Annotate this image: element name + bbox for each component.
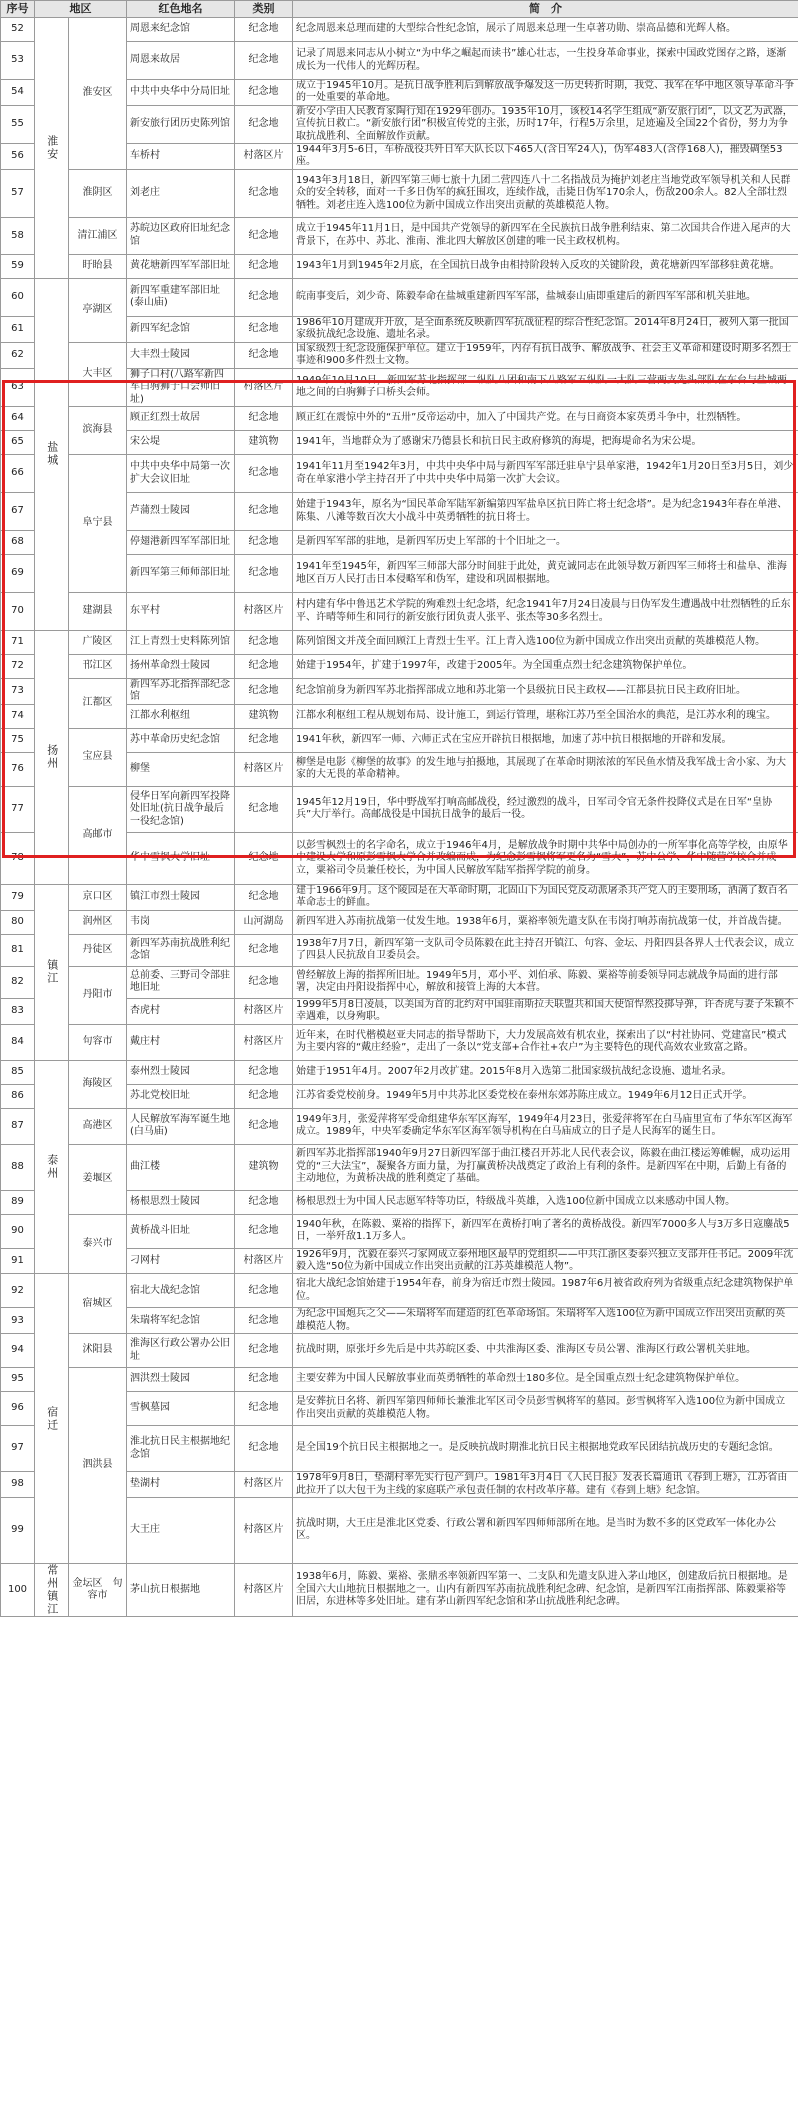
row-district: 沭阳县 (69, 1334, 127, 1368)
row-seq: 95 (1, 1368, 35, 1392)
table-row (1, 1108, 798, 1144)
row-seq: 67 (1, 493, 35, 531)
row-seq: 54 (1, 80, 35, 106)
table-row (1, 655, 798, 679)
row-category: 纪念地 (235, 1084, 293, 1108)
row-city: 常州镇江 (35, 1563, 69, 1616)
row-category: 建筑物 (235, 704, 293, 728)
row-description: 新四军苏北指挥部1940年9月27日新四军部于曲江楼召开苏北人民代表会议，陈毅在曲江楼运筹帷幄，成功运用党的“三大法宝”，凝聚各方面力量，为打赢黄桥决战奠定了政治上有利的条件。是新四军在中期，后勤上有备的主动地位，为黄桥决战的胜利奠定了基础。 (293, 1144, 798, 1190)
row-place-name: 泰州烈士陵园 (127, 1060, 235, 1084)
row-seq: 94 (1, 1334, 35, 1368)
row-seq: 59 (1, 254, 35, 278)
row-category: 纪念地 (235, 934, 293, 966)
row-description: 1978年9月8日，垫湖村率先实行包产到户。1981年3月4日《人民日报》发表长篇通讯《春到上塘》，江苏省由此拉开了以大包干为主线的家庭联产承包责任制的农村改革序幕。建有《春到上塘》纪念馆。 (293, 1472, 798, 1498)
row-description: 纪念馆前身为新四军苏北指挥部成立地和苏北第一个县级抗日民主政权——江都县抗日民主政府旧址。 (293, 679, 798, 705)
row-category: 村落区片 (235, 1472, 293, 1498)
row-category: 纪念地 (235, 1426, 293, 1472)
row-category: 纪念地 (235, 966, 293, 998)
row-place-name: 顾正红烈士故居 (127, 407, 235, 431)
table-row (1, 1334, 798, 1368)
row-category: 纪念地 (235, 254, 293, 278)
row-seq: 89 (1, 1190, 35, 1214)
row-description: 抗战时期，大王庄是淮北区党委、行政公署和新四军四师师部所在地。是当时为数不多的区党政军一体化办公区。 (293, 1497, 798, 1563)
row-seq: 70 (1, 593, 35, 631)
row-district: 京口区 (69, 884, 127, 910)
row-category: 纪念地 (235, 42, 293, 80)
row-district: 广陵区 (69, 631, 127, 655)
row-district: 江都区 (69, 679, 127, 729)
row-seq: 93 (1, 1308, 35, 1334)
row-category: 纪念地 (235, 884, 293, 910)
row-place-name: 新四军苏南抗战胜利纪念馆 (127, 934, 235, 966)
row-seq: 55 (1, 105, 35, 143)
row-place-name: 黄花塘新四军军部旧址 (127, 254, 235, 278)
row-district: 建湖县 (69, 593, 127, 631)
row-description: 国家级烈士纪念设施保护单位。建立于1959年，内存有抗日战争、解放战争、社会主义革命和建设时期多名烈士事迹和900多件烈士文物。 (293, 342, 798, 368)
row-seq: 63 (1, 368, 35, 406)
row-place-name: 茅山抗日根据地 (127, 1563, 235, 1616)
table-row (1, 254, 798, 278)
row-description: 新四军进入苏南抗战第一仗发生地。1938年6月，粟裕率领先遣支队在韦岗打响苏南抗战第一仗，并首战告捷。 (293, 910, 798, 934)
row-description: 始建于1943年，原名为“国民革命军陆军新编第四军盐阜区抗日阵亡将士纪念塔”。是为纪念1943年春在单港、陈集、八滩等数百次大小战斗中英勇牺牲的抗日将士。 (293, 493, 798, 531)
row-category: 纪念地 (235, 728, 293, 752)
row-place-name: 杨根思烈士陵园 (127, 1190, 235, 1214)
row-description: 顾正红在震惊中外的“五卅”反帝运动中，加入了中国共产党。在与日商资本家英勇斗争中，壮烈牺牲。 (293, 407, 798, 431)
row-description: 曾经解放上海的指挥所旧址。1949年5月，邓小平、刘伯承、陈毅、粟裕等前委领导同志就战争局面的进行部署，决定由丹阳设指挥中心，解放和接管上海的大本营。 (293, 966, 798, 998)
row-description: 抗战时期，原张圩乡先后是中共苏皖区委、中共淮海区委、淮海区专员公署、淮海区行政公署机关驻地。 (293, 1334, 798, 1368)
row-category: 纪念地 (235, 493, 293, 531)
row-category: 村落区片 (235, 998, 293, 1024)
row-district: 宝应县 (69, 728, 127, 786)
row-place-name: 狮子口村(八路军新四军白驹狮子口会师旧址) (127, 368, 235, 406)
table-row (1, 278, 798, 316)
row-district: 句容市 (69, 1024, 127, 1060)
table-row (1, 593, 798, 631)
table-row (1, 407, 798, 431)
row-place-name: 停翅港新四军军部旧址 (127, 531, 235, 555)
table-row (1, 217, 798, 254)
row-city: 镇江 (35, 884, 69, 1060)
row-place-name: 镇江市烈士陵园 (127, 884, 235, 910)
row-seq: 98 (1, 1472, 35, 1498)
row-seq: 60 (1, 278, 35, 316)
row-district: 姜堰区 (69, 1144, 127, 1214)
row-description: 是新四军军部的驻地，是新四军历史上军部的十个旧址之一。 (293, 531, 798, 555)
table-row (1, 1368, 798, 1392)
row-place-name: 中共中央华中局第一次扩大会议旧址 (127, 455, 235, 493)
table-row (1, 786, 798, 832)
row-place-name: 中共中央华中分局旧址 (127, 80, 235, 106)
row-category: 纪念地 (235, 1060, 293, 1084)
row-category: 纪念地 (235, 105, 293, 143)
row-description: 以彭雪枫烈士的名字命名，成立于1946年4月，是解放战争时期中共华中局创办的一所军事化高等学校，由原华中建设大学和原彭雪枫大学合并改编而成，为纪念彭雪枫将军更名为“雪大”，苏中公学、华中随营学校合并成立，粟裕司令员兼任校长，为中国人民解放军陆军指挥学院的前身。 (293, 832, 798, 884)
row-seq: 68 (1, 531, 35, 555)
row-category: 纪念地 (235, 631, 293, 655)
row-category: 纪念地 (235, 1190, 293, 1214)
row-seq: 84 (1, 1024, 35, 1060)
row-city: 盐城 (35, 278, 69, 630)
row-seq: 71 (1, 631, 35, 655)
row-category: 纪念地 (235, 1334, 293, 1368)
row-category: 村落区片 (235, 1497, 293, 1563)
row-seq: 77 (1, 786, 35, 832)
row-place-name: 新四军第三师师部旧址 (127, 555, 235, 593)
row-description: 1943年3月18日，新四军第三师七旅十九团二营四连八十二名指战员为掩护刘老庄当地党政军领导机关和人民群众的安全转移，面对一千多日伪军的疯狂围攻，连续作战，击毙日伪军170余人，伤敌200余人。82人全部壮烈牺牲。刘老庄连入选100位为新中国成立作出突出贡献的英雄模范人物。 (293, 169, 798, 217)
row-category: 纪念地 (235, 407, 293, 431)
table-row (1, 169, 798, 217)
row-place-name: 江都水利枢纽 (127, 704, 235, 728)
row-city: 宿迁 (35, 1274, 69, 1564)
row-category: 村落区片 (235, 752, 293, 786)
row-category: 纪念地 (235, 342, 293, 368)
table-row (1, 455, 798, 493)
row-description: 1949年3月，张爱萍将军受命组建华东军区海军，1949年4月23日，张爱萍将军在白马庙里宣布了华东军区海军成立。1989年，中央军委确定华东军区海军领导机构在白马庙成立的日子是人民海军的诞生日。 (293, 1108, 798, 1144)
table-row (1, 1274, 798, 1308)
row-description: 1940年秋，在陈毅、粟裕的指挥下，新四军在黄桥打响了著名的黄桥战役。新四军7000多人与3万多日寇鏖战5日，一举歼敌1.1万多人。 (293, 1214, 798, 1248)
row-seq: 74 (1, 704, 35, 728)
row-seq: 56 (1, 144, 35, 170)
row-district: 泗洪县 (69, 1368, 127, 1564)
row-district: 淮阴区 (69, 169, 127, 217)
row-category: 纪念地 (235, 786, 293, 832)
row-category: 建筑物 (235, 1144, 293, 1190)
row-description: 1999年5月8日凌晨，以美国为首的北约对中国驻南斯拉夫联盟共和国大使馆悍然投掷导弹，许杏虎与妻子朱颖不幸遇难，以身殉职。 (293, 998, 798, 1024)
row-description: 1938年6月，陈毅、粟裕、张鼎丞率领新四军第一、二支队和先遣支队进入茅山地区，创建敌后抗日根据地。是全国六大山地抗日根据地之一。山内有新四军苏南抗战胜利纪念碑、纪念馆，是新四军江南指挥部、陈毅粟裕等旧居，东进林等多处旧址。建有茅山新四军纪念馆和茅山抗战胜利纪念碑。 (293, 1563, 798, 1616)
row-seq: 75 (1, 728, 35, 752)
row-category: 纪念地 (235, 1274, 293, 1308)
row-seq: 52 (1, 18, 35, 42)
row-description: 杨根思烈士为中国人民志愿军特等功臣，特级战斗英雄，入选100位新中国成立以来感动中国人物。 (293, 1190, 798, 1214)
row-seq: 78 (1, 832, 35, 884)
row-seq: 86 (1, 1084, 35, 1108)
row-seq: 64 (1, 407, 35, 431)
table-row (1, 728, 798, 752)
row-category: 纪念地 (235, 316, 293, 342)
row-category: 纪念地 (235, 217, 293, 254)
row-seq: 66 (1, 455, 35, 493)
row-place-name: 韦岗 (127, 910, 235, 934)
row-seq: 83 (1, 998, 35, 1024)
row-description: 1941年秋，新四军一师、六师正式在宝应开辟抗日根据地，加速了苏中抗日根据地的开辟和发展。 (293, 728, 798, 752)
row-district: 亭湖区 (69, 278, 127, 342)
row-district: 金坛区 句容市 (69, 1563, 127, 1616)
row-description: 建于1966年9月。这个陵园是在大革命时期，北固山下为国民党反动派屠杀共产党人的主要刑场，洒满了数百名革命志士的鲜血。 (293, 884, 798, 910)
row-description: 主要安葬为中国人民解放事业而英勇牺牲的革命烈士180多位。是全国重点烈士纪念建筑物保护单位。 (293, 1368, 798, 1392)
row-seq: 96 (1, 1392, 35, 1426)
row-place-name: 新安旅行团历史陈列馆 (127, 105, 235, 143)
row-description: 新安小学由人民教育家陶行知在1929年创办。1935年10月，该校14名学生组成“新安旅行团”，以文艺为武器，宣传抗日救亡。“新安旅行团”积极宣传党的主张，历时17年，行程5万余里，足迹遍及全国22个省份，努力为争取抗战胜利、全面解放作贡献。 (293, 105, 798, 143)
header-row (1, 1, 798, 18)
row-seq: 82 (1, 966, 35, 998)
row-district: 高邮市 (69, 786, 127, 884)
row-seq: 69 (1, 555, 35, 593)
row-category: 纪念地 (235, 531, 293, 555)
row-place-name: 车桥村 (127, 144, 235, 170)
row-place-name: 朱瑞将军纪念馆 (127, 1308, 235, 1334)
table-row (1, 1144, 798, 1190)
header-name: 红色地名 (127, 1, 235, 18)
row-district: 高港区 (69, 1108, 127, 1144)
row-seq: 90 (1, 1214, 35, 1248)
row-description: 近年来，在时代楷模赵亚夫同志的指导帮助下，大力发展高效有机农业，探索出了以“村社协同、党建富民”模式为主要内容的“戴庄经验”，走出了一条以“党支部+合作社+农户”为主要特色的现代高效农业致富之路。 (293, 1024, 798, 1060)
row-place-name: 戴庄村 (127, 1024, 235, 1060)
row-seq: 92 (1, 1274, 35, 1308)
table-row (1, 1563, 798, 1616)
row-place-name: 扬州革命烈士陵园 (127, 655, 235, 679)
row-place-name: 泗洪烈士陵园 (127, 1368, 235, 1392)
row-place-name: 新四军重建军部旧址(泰山庙) (127, 278, 235, 316)
row-place-name: 刁网村 (127, 1248, 235, 1274)
table-row (1, 910, 798, 934)
row-district: 海陵区 (69, 1060, 127, 1108)
row-seq: 65 (1, 431, 35, 455)
row-district: 清江浦区 (69, 217, 127, 254)
row-description: 记录了周恩来同志从小树立“为中华之崛起而读书”雄心壮志，一生投身革命事业，探索中国政党图存之路，逐渐成长为一代伟人的光辉历程。 (293, 42, 798, 80)
table-row (1, 884, 798, 910)
row-district: 丹徒区 (69, 934, 127, 966)
row-place-name: 总前委、三野司令部驻地旧址 (127, 966, 235, 998)
table-row (1, 1060, 798, 1084)
row-district: 丹阳市 (69, 966, 127, 1024)
row-description: 陈列馆图文并茂全面回顾江上青烈士生平。江上青入选100位为新中国成立作出突出贡献的英雄模范人物。 (293, 631, 798, 655)
row-category: 村落区片 (235, 593, 293, 631)
row-description: 纪念周恩来总理而建的大型综合性纪念馆，展示了周恩来总理一生卓著功勋、崇高品德和光辉人格。 (293, 18, 798, 42)
row-description: 成立于1945年10月。是抗日战争胜利后到解放战争爆发这一历史转折时期，我党、我军在华中地区领导革命斗争的一处重要的革命地。 (293, 80, 798, 106)
row-place-name: 大王庄 (127, 1497, 235, 1563)
row-place-name: 曲江楼 (127, 1144, 235, 1190)
table-row (1, 1214, 798, 1248)
row-description: 1938年7月7日，新四军第一支队司令员陈毅在此主持召开镇江、句容、金坛、丹阳四县各界人士代表会议，成立了四县人民抗敌自卫委员会。 (293, 934, 798, 966)
row-place-name: 江上青烈士史料陈列馆 (127, 631, 235, 655)
table-row (1, 342, 798, 368)
row-district: 宿城区 (69, 1274, 127, 1334)
table-row (1, 966, 798, 998)
header-region: 地区 (35, 1, 127, 18)
row-city: 泰州 (35, 1060, 69, 1274)
row-place-name: 新四军苏北指挥部纪念馆 (127, 679, 235, 705)
table-row (1, 631, 798, 655)
row-place-name: 华中雪枫大学旧址 (127, 832, 235, 884)
row-seq: 79 (1, 884, 35, 910)
row-seq: 80 (1, 910, 35, 934)
row-category: 村落区片 (235, 1248, 293, 1274)
row-district: 润州区 (69, 910, 127, 934)
row-description: 1986年10月建成并开放，是全面系统反映新四军抗战征程的综合性纪念馆。2014年8月24日，被列入第一批国家级抗战纪念设施、遗址名录。 (293, 316, 798, 342)
row-seq: 100 (1, 1563, 35, 1616)
row-category: 纪念地 (235, 679, 293, 705)
row-category: 纪念地 (235, 169, 293, 217)
row-category: 纪念地 (235, 555, 293, 593)
row-district: 大丰区 (69, 342, 127, 406)
row-category: 纪念地 (235, 1214, 293, 1248)
row-category: 纪念地 (235, 278, 293, 316)
row-category: 纪念地 (235, 655, 293, 679)
row-description: 始建于1951年4月。2007年2月改扩建。2015年8月入选第二批国家级抗战纪念设施、遗址名录。 (293, 1060, 798, 1084)
row-seq: 99 (1, 1497, 35, 1563)
row-description: 1945年12月19日，华中野战军打响高邮战役，经过激烈的战斗，日军司令官无条件投降仪式是在日军“皇协兵”大厅举行。高邮战役是中国抗日战争的最后一役。 (293, 786, 798, 832)
row-seq: 61 (1, 316, 35, 342)
row-description: 江都水利枢纽工程从规划布局、设计施工，到运行管理，堪称江苏乃至全国治水的典范，是江苏水利的瑰宝。 (293, 704, 798, 728)
row-description: 1926年9月，沈毅在泰兴刁家网成立泰州地区最早的党组织——中共江浙区委泰兴独立支部并任书记。2009年沈毅入选“50位为新中国成立作出突出贡献的江苏英雄模范人物”。 (293, 1248, 798, 1274)
table-row (1, 18, 798, 42)
row-category: 纪念地 (235, 832, 293, 884)
row-category: 建筑物 (235, 431, 293, 455)
row-district: 淮安区 (69, 18, 127, 170)
row-description: 是安葬抗日名将、新四军第四师师长兼淮北军区司令员彭雪枫将军的墓园。彭雪枫将军入选100位为新中国成立作出突出贡献的英雄模范人物。 (293, 1392, 798, 1426)
table-row (1, 679, 798, 705)
row-description: 柳堡是电影《柳堡的故事》的发生地与拍摄地，其展现了在革命时期浓浓的军民鱼水情及我军战士舍小家、为大家的大无畏的革命精神。 (293, 752, 798, 786)
row-seq: 72 (1, 655, 35, 679)
row-district: 滨海县 (69, 407, 127, 455)
header-type: 类别 (235, 1, 293, 18)
table-row (1, 934, 798, 966)
row-description: 是全国19个抗日民主根据地之一。是反映抗战时期淮北抗日民主根据地党政军民团结抗战历史的专题纪念馆。 (293, 1426, 798, 1472)
header-desc: 简 介 (293, 1, 798, 18)
row-category: 纪念地 (235, 1308, 293, 1334)
row-seq: 85 (1, 1060, 35, 1084)
row-seq: 62 (1, 342, 35, 368)
row-category: 纪念地 (235, 18, 293, 42)
row-seq: 57 (1, 169, 35, 217)
row-description: 1944年3月5-6日，车桥战役共歼日军大队长以下465人(含日军24人)，伪军483人(含俘168人)，摧毁碉堡53座。 (293, 144, 798, 170)
row-description: 1941年11月至1942年3月，中共中央华中局与新四军军部迁驻阜宁县单家港，1942年1月20日至3月5日，刘少奇在单家港小学主持召开了中共中央华中局第一次扩大会议。 (293, 455, 798, 493)
row-category: 山河湖岛 (235, 910, 293, 934)
row-district: 泰兴市 (69, 1214, 127, 1274)
row-place-name: 淮北抗日民主根据地纪念馆 (127, 1426, 235, 1472)
row-description: 宿北大战纪念馆始建于1954年春，前身为宿迁市烈士陵园。1987年6月被省政府列为省级重点纪念建筑物保护单位。 (293, 1274, 798, 1308)
row-city: 扬州 (35, 631, 69, 885)
row-place-name: 人民解放军海军诞生地(白马庙) (127, 1108, 235, 1144)
row-place-name: 周恩来故居 (127, 42, 235, 80)
row-description: 1941年至1945年，新四军三师部大部分时间驻于此处，黄克诚同志在此领导数万新四军三师将士和盐阜、淮海地区百万人民打击日本侵略军和伪军，建设和巩固根据地。 (293, 555, 798, 593)
row-category: 村落区片 (235, 144, 293, 170)
row-description: 1943年1月到1945年2月底，在全国抗日战争由相持阶段转入反攻的关键阶段，黄花塘新四军部移驻黄花塘。 (293, 254, 798, 278)
row-place-name: 柳堡 (127, 752, 235, 786)
row-place-name: 新四军纪念馆 (127, 316, 235, 342)
row-place-name: 垫湖村 (127, 1472, 235, 1498)
row-place-name: 芦蒲烈士陵园 (127, 493, 235, 531)
row-place-name: 刘老庄 (127, 169, 235, 217)
row-district: 阜宁县 (69, 455, 127, 593)
row-place-name: 宿北大战纪念馆 (127, 1274, 235, 1308)
row-district: 盱眙县 (69, 254, 127, 278)
row-place-name: 雪枫墓园 (127, 1392, 235, 1426)
row-description: 皖南事变后，刘少奇、陈毅奉命在盐城重建新四军军部，盐城泰山庙即重建后的新四军军部和机关驻地。 (293, 278, 798, 316)
row-place-name: 大丰烈士陵园 (127, 342, 235, 368)
table-row (1, 1024, 798, 1060)
row-description: 1949年10月10日，新四军苏北指挥部二纵队八团和南下八路军五纵队一大队三营两支先头部队在东台与盐城两地之间的白驹狮子口桥头会师。 (293, 368, 798, 406)
row-city: 淮安 (35, 18, 69, 279)
row-category: 纪念地 (235, 1392, 293, 1426)
row-place-name: 苏中革命历史纪念馆 (127, 728, 235, 752)
row-description: 1941年，当地群众为了感谢宋乃德县长和抗日民主政府修筑的海堤，把海堤命名为宋公堤。 (293, 431, 798, 455)
row-place-name: 周恩来纪念馆 (127, 18, 235, 42)
row-category: 纪念地 (235, 455, 293, 493)
row-seq: 73 (1, 679, 35, 705)
row-description: 始建于1954年，扩建于1997年，改建于2005年。为全国重点烈士纪念建筑物保护单位。 (293, 655, 798, 679)
row-description: 为纪念中国炮兵之父——朱瑞将军而建造的红色革命场馆。朱瑞将军入选100位为新中国成立作出突出贡献的英雄模范人物。 (293, 1308, 798, 1334)
row-seq: 53 (1, 42, 35, 80)
row-place-name: 苏皖边区政府旧址纪念馆 (127, 217, 235, 254)
row-description: 村内建有华中鲁迅艺术学院的殉难烈士纪念塔，纪念1941年7月24日凌晨与日伪军发生遭遇战中壮烈牺牲的丘东平、许晴等师生和同行的新安旅行团负责人张平、张杰等30多名烈士。 (293, 593, 798, 631)
row-category: 纪念地 (235, 1368, 293, 1392)
row-place-name: 侵华日军向新四军投降处旧址(抗日战争最后一役纪念馆) (127, 786, 235, 832)
row-category: 纪念地 (235, 1108, 293, 1144)
row-category: 村落区片 (235, 368, 293, 406)
row-description: 江苏省委党校前身。1949年5月中共苏北区委党校在泰州东郊苏陈庄成立。1949年6月12日正式开学。 (293, 1084, 798, 1108)
row-category: 村落区片 (235, 1563, 293, 1616)
row-description: 成立于1945年11月1日，是中国共产党领导的新四军在全民族抗日战争胜利结束、第二次国共合作进入尾声的大背景下，在苏中、苏北、淮南、淮北四大解放区创建的唯一民主政权机构。 (293, 217, 798, 254)
row-seq: 58 (1, 217, 35, 254)
table-body (1, 18, 798, 1617)
row-place-name: 宋公堤 (127, 431, 235, 455)
row-category: 纪念地 (235, 80, 293, 106)
row-place-name: 东平村 (127, 593, 235, 631)
row-category: 村落区片 (235, 1024, 293, 1060)
row-seq: 97 (1, 1426, 35, 1472)
row-place-name: 淮海区行政公署办公旧址 (127, 1334, 235, 1368)
row-seq: 91 (1, 1248, 35, 1274)
row-district: 邗江区 (69, 655, 127, 679)
row-seq: 81 (1, 934, 35, 966)
row-place-name: 黄桥战斗旧址 (127, 1214, 235, 1248)
row-seq: 87 (1, 1108, 35, 1144)
row-place-name: 苏北党校旧址 (127, 1084, 235, 1108)
header-seq: 序号 (1, 1, 35, 18)
row-seq: 76 (1, 752, 35, 786)
row-seq: 88 (1, 1144, 35, 1190)
row-place-name: 杏虎村 (127, 998, 235, 1024)
